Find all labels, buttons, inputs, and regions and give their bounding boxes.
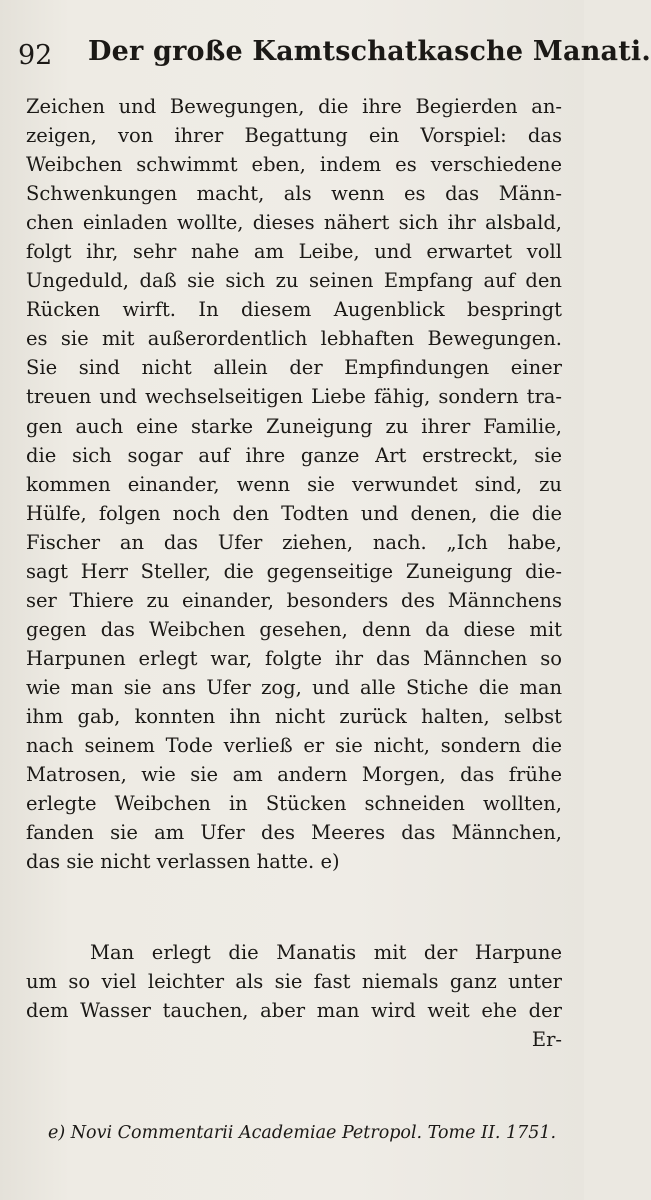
text-line: gen auch eine starke Zuneigung zu ihrer Familie, [26,414,562,438]
page-header [18,34,651,78]
text-line: ihm gab, konnten ihn nicht zurück halten, selbst [26,704,562,728]
text-line: Rücken wirft. In diesem Augenblick bespringt [26,298,562,322]
text-line: es sie mit außerordentlich lebhaften Bewegungen. [26,327,562,351]
text-line: die sich sogar auf ihre ganze Art erstreckt, sie [26,443,562,467]
running-title: Der große Kamtschatkasche Manati. [88,36,651,67]
text-line: wie man sie ans Ufer zog, und alle Stiche die man [26,675,562,699]
text-line: Man erlegt die Manatis mit der Harpune [90,941,562,964]
paragraph-1 [26,92,562,876]
text-line: folgt ihr, sehr nahe am Leibe, und erwartet voll [26,240,562,264]
text-line: Schwenkungen macht, als wenn es das Männ- [26,182,562,206]
paragraph-2 [26,938,562,1054]
text-line: gegen das Weibchen gesehen, denn da diese mit [26,617,562,641]
text-line: fanden sie am Ufer des Meeres das Männchen, [26,821,562,845]
text-line: sagt Herr Steller, die gegenseitige Zuneigung die- [26,559,562,583]
text-line: Sie sind nicht allein der Empfindungen einer [26,356,562,380]
text-line: dem Wasser tauchen, aber man wird weit ehe der [26,999,562,1023]
text-line: Zeichen und Bewegungen, die ihre Begierden an- [26,95,562,118]
text-line: zeigen, von ihrer Begattung ein Vorspiel: das [26,124,562,148]
text-line: um so viel leichter als sie fast niemals ganz unter [26,970,562,994]
text-line: Hülfe, folgen noch den Todten und denen, die die [26,501,562,525]
text-line: Weibchen schwimmt eben, indem es verschiedene [26,153,562,177]
text-line: ser Thiere zu einander, besonders des Männchens [26,588,562,612]
text-line: erlegte Weibchen in Stücken schneiden wollten, [26,792,562,816]
text-line: chen einladen wollte, dieses nähert sich ihr alsbald, [26,211,562,235]
text-line: Fischer an das Ufer ziehen, nach. „Ich habe, [26,530,562,554]
text-line: Harpunen erlegt war, folgte ihr das Männchen so [26,646,562,670]
footnote: e) Novi Commentarii Academiae Petropol. Tome II. 1751. [48,1123,557,1143]
text-line: treuen und wechselseitigen Liebe fähig, sondern tra- [26,385,562,409]
text-line: kommen einander, wenn sie verwundet sind, zu [26,472,562,496]
catchword: Er- [531,1028,562,1052]
text-line: Ungeduld, daß sie sich zu seinen Empfang auf den [26,269,562,293]
text-line: nach seinem Tode verließ er sie nicht, sondern die [26,734,562,758]
text-line: Matrosen, wie sie am andern Morgen, das frühe [26,763,562,787]
text-line: das sie nicht verlassen hatte. e) [26,850,340,874]
page-number: 92 [18,40,53,71]
